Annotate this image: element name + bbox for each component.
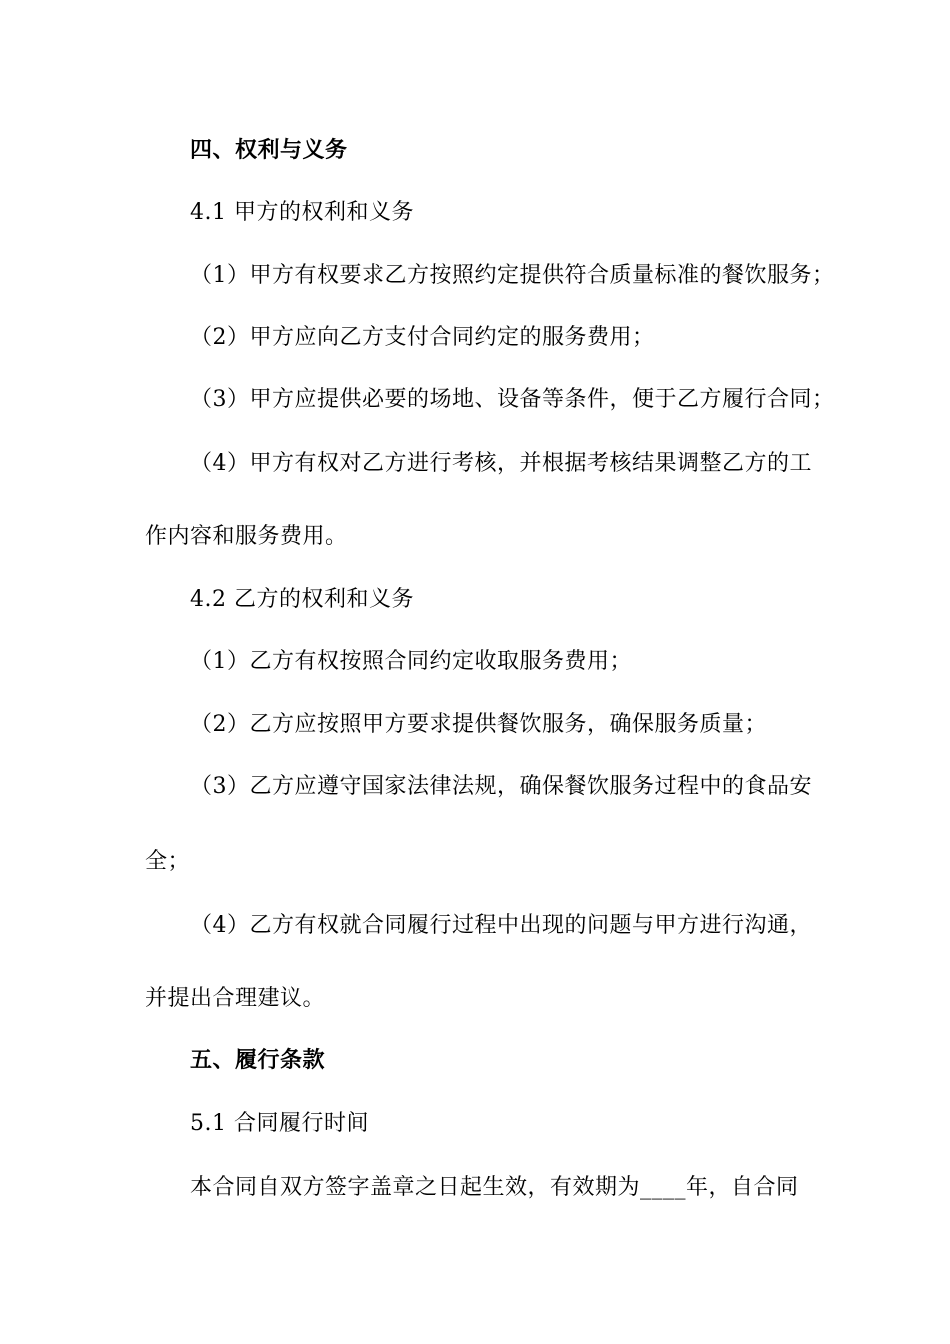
- clause-4-2-2: （2）乙方应按照甲方要求提供餐饮服务，确保服务质量；: [190, 712, 767, 737]
- clause-4-2-4: （4）乙方有权就合同履行过程中出现的问题与甲方进行沟通，: [190, 913, 812, 938]
- term-years-blank: ____: [640, 1175, 687, 1200]
- subsection-5-1-heading: 5.1 合同履行时间: [190, 1111, 369, 1136]
- clause-4-2-3-continued: 全；: [145, 849, 191, 874]
- clause-4-2-4-continued: 并提出合理建议。: [145, 986, 326, 1011]
- section-4-heading: 四、权利与义务: [190, 138, 348, 163]
- clause-5-1-paragraph: [190, 1173, 799, 1203]
- subsection-4-1-heading: 4.1 甲方的权利和义务: [190, 200, 414, 225]
- subsection-4-2-heading: 4.2 乙方的权利和义务: [190, 587, 414, 612]
- clause-4-2-3: （3）乙方应遵守国家法律法规，确保餐饮服务过程中的食品安: [190, 774, 812, 799]
- section-5-heading: 五、履行条款: [190, 1048, 326, 1073]
- clause-4-1-2: （2）甲方应向乙方支付合同约定的服务费用；: [190, 325, 655, 350]
- clause-4-1-4: （4）甲方有权对乙方进行考核，并根据考核结果调整乙方的工: [190, 451, 812, 476]
- clause-4-1-3: （3）甲方应提供必要的场地、设备等条件，便于乙方履行合同；: [190, 387, 835, 412]
- clause-5-1-text-start: 本合同自双方签字盖章之日起生效，有效期为: [190, 1175, 641, 1200]
- clause-5-1-text-end: 年，自合同: [686, 1175, 799, 1200]
- clause-4-1-1: （1）甲方有权要求乙方按照约定提供符合质量标准的餐饮服务；: [190, 263, 835, 288]
- clause-4-1-4-continued: 作内容和服务费用。: [145, 524, 348, 549]
- clause-4-2-1: （1）乙方有权按照合同约定收取服务费用；: [190, 649, 632, 674]
